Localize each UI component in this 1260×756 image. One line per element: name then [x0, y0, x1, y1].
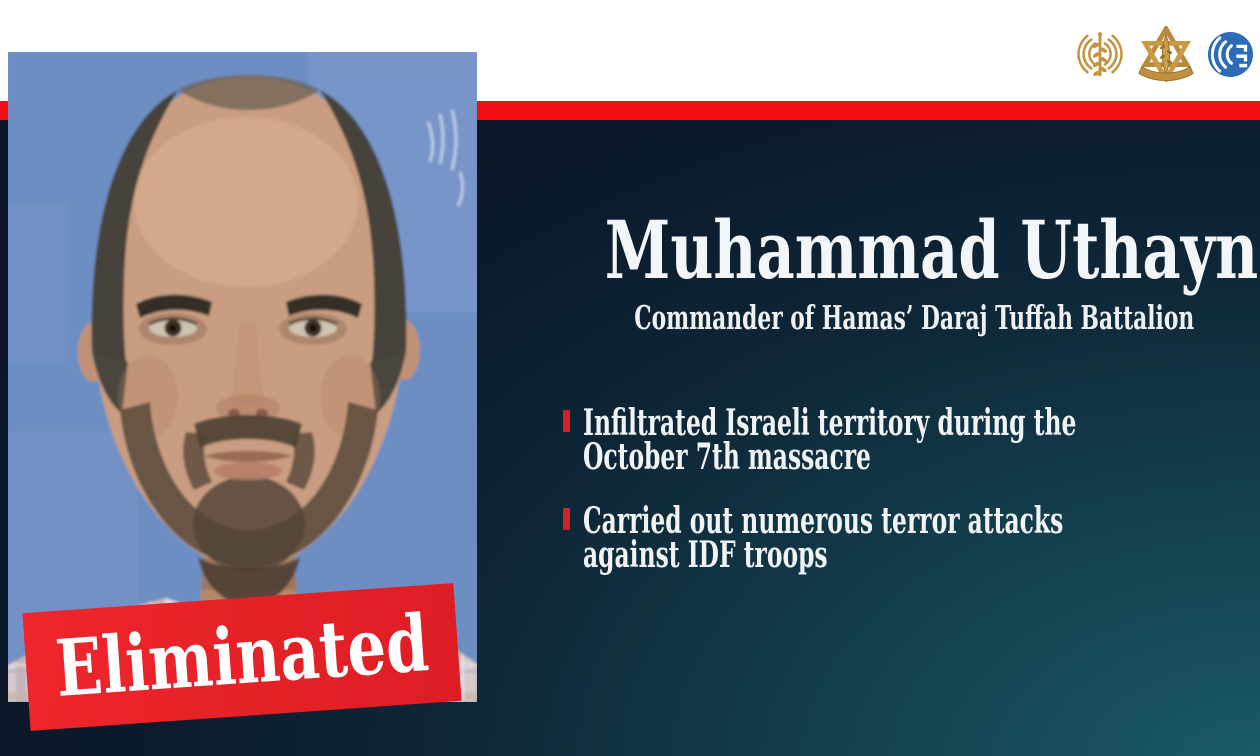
fact-item: [563, 500, 1260, 576]
header-logos: [1075, 26, 1254, 82]
red-bullet-marker: [563, 508, 570, 530]
red-bullet-marker: [563, 410, 570, 432]
broadcast-antenna-icon: [1075, 26, 1125, 82]
fact-text: Infiltrated Israeli territory during the October 7th massacre: [583, 402, 1077, 478]
fact-item: [563, 402, 1260, 478]
idf-emblem-icon: [1135, 26, 1197, 82]
eliminated-stamp-label: Eliminated: [52, 598, 432, 715]
person-role: Commander of Hamas’ Daraj Tuffah Battalion: [634, 298, 1195, 337]
facts-list: [563, 402, 1260, 576]
fact-text: Carried out numerous terror attacks against IDF troops: [583, 500, 1064, 576]
army-radio-icon: [1207, 31, 1254, 78]
person-name: Muhammad Uthayn: [604, 203, 1259, 297]
